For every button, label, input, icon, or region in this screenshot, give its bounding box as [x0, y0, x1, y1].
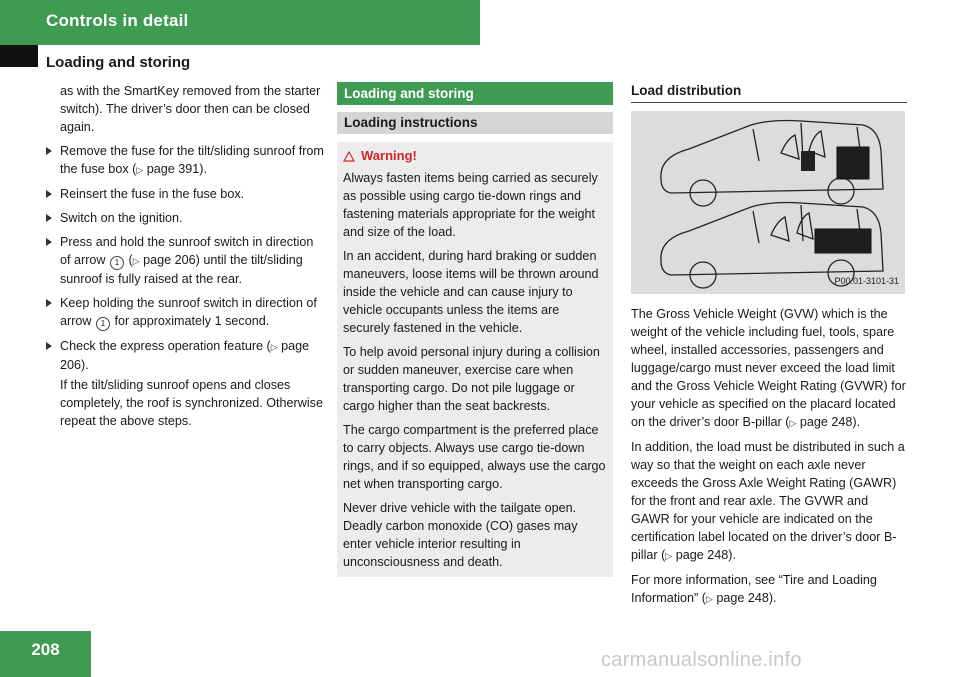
step-arrow-icon — [46, 190, 52, 198]
page-ref-triangle-icon: ▷ — [136, 165, 144, 175]
step-text: ). — [81, 358, 89, 372]
gawr-paragraph — [631, 438, 907, 565]
paragraph-text: The Gross Vehicle Weight (GVW) which is the weight of the vehicle including fuel, tools, spare wheel, installed accessories, passengers and luggage/cargo must never exceed the load limit and the Gross Vehicle Weight Rating (GVWR) for your vehicle as specified on the placard located on the driver’s door B-pillar ( — [631, 307, 906, 429]
step-arrow-icon — [46, 147, 52, 155]
step-text: Check the express operation feature ( — [60, 339, 271, 353]
page-number-box — [0, 631, 91, 677]
intro-text: as with the SmartKey removed from the starter switch). The driver’s door then can be closed again. — [60, 84, 321, 134]
page-ref-triangle-icon: ▷ — [789, 418, 797, 428]
page-ref-triangle-icon: ▷ — [705, 594, 713, 604]
paragraph-text: ). — [768, 591, 777, 605]
right-column — [631, 82, 907, 614]
load-distribution-heading: Load distribution — [631, 82, 907, 103]
step-keep-holding — [46, 294, 324, 331]
step-text: ( — [125, 253, 133, 267]
more-info-paragraph — [631, 571, 907, 608]
step-arrow-icon — [46, 238, 52, 246]
step-check-express — [46, 337, 324, 374]
header-bar — [0, 0, 480, 45]
page-ref-triangle-icon: ▷ — [132, 256, 140, 266]
warning-paragraph: The cargo compartment is the preferred place to carry objects. Always use cargo tie-down rings, and if so equipped, always use the cargo net when transporting cargo. — [343, 423, 606, 491]
step-text: Remove the fuse for the tilt/sliding sunroof from the fuse box ( — [60, 144, 324, 176]
step-text: Switch on the ignition. — [60, 211, 183, 225]
paragraph-text: In addition, the load must be distributed in such a way so that the weight on each axle never exceeds the Gross Axle Weight Rating (GAWR) for the front and rear axle. The GVWR and GAWR for your vehicle are indicated on the certification label located on the driver’s door B-pillar ( — [631, 440, 905, 562]
step-text: Keep holding the sunroof switch in direction of arrow — [60, 296, 317, 328]
paragraph-text: For more information, see “Tire and Loading Information” ( — [631, 573, 877, 605]
load-distribution-figure — [631, 111, 905, 294]
step-text: Press and hold the sunroof switch in direction of arrow — [60, 235, 314, 267]
callout-number-icon: 1 — [110, 256, 124, 270]
warning-label: Warning! — [361, 148, 417, 163]
step-text: for approximately 1 second. — [111, 314, 270, 328]
gvw-paragraph — [631, 305, 907, 432]
warning-paragraph: Never drive vehicle with the tailgate open. Deadly carbon monoxide (CO) gases may enter vehicle interior resulting in unconsciousness and death. — [343, 501, 578, 569]
page-ref-triangle-icon: ▷ — [665, 551, 673, 561]
warning-triangle-icon — [343, 151, 355, 162]
vehicle-load-illustration — [631, 111, 905, 294]
warning-paragraph: To help avoid personal injury during a collision or sudden maneuver, exercise care when transporting cargo. Do not pile luggage or cargo higher than the seat backrests. — [343, 345, 600, 413]
step-ignition — [46, 209, 324, 227]
figure-code: P00.01-3101-31 — [834, 276, 899, 286]
warning-header — [343, 147, 607, 165]
step-arrow-icon — [46, 214, 52, 222]
page-ref-link[interactable]: page 391 — [146, 162, 200, 176]
step-press-hold — [46, 233, 324, 288]
page-ref-link[interactable]: page 206 — [60, 339, 310, 372]
page-subtitle: Loading and storing — [46, 54, 191, 71]
step-arrow-icon — [46, 299, 52, 307]
section-title: Controls in detail — [46, 11, 189, 30]
left-column — [46, 82, 324, 436]
warning-paragraph: Always fasten items being carried as securely as possible using cargo tie-down rings and fastening materials appropriate for the weight and size of the load. — [343, 171, 598, 239]
step-arrow-icon — [46, 342, 52, 350]
step-reinsert-fuse — [46, 185, 324, 203]
closing-text: If the tilt/sliding sunroof opens and closes completely, the roof is synchronized. Otherwise repeat the above steps. — [60, 378, 323, 428]
header-tab — [0, 45, 38, 67]
section-heading: Loading and storing — [337, 82, 613, 105]
page-ref-link[interactable]: page 248 — [799, 415, 853, 429]
page-ref-triangle-icon: ▷ — [270, 342, 278, 352]
step-text: Reinsert the fuse in the fuse box. — [60, 187, 245, 201]
page-ref-link[interactable]: page 248 — [675, 548, 729, 562]
middle-column — [337, 82, 613, 577]
page-ref-link[interactable]: page 248 — [716, 591, 769, 605]
step-text: ). — [199, 162, 207, 176]
paragraph-text: ). — [852, 415, 861, 429]
callout-number-icon: 1 — [96, 317, 110, 331]
page-ref-link[interactable]: page 206 — [143, 253, 196, 267]
step-remove-fuse — [46, 142, 324, 179]
warning-paragraph: In an accident, during hard braking or sudden maneuvers, loose items will be thrown around inside the vehicle and can cause injury to vehicle occupants unless the items are securely fastened in the vehicle. — [343, 249, 599, 335]
paragraph-text: ). — [728, 548, 736, 562]
step-text: ) until the tilt/sliding sunroof is fully raised at the rear. — [60, 253, 303, 286]
subsection-heading: Loading instructions — [337, 112, 613, 134]
watermark-text: carmanualsonline.info — [601, 649, 802, 671]
warning-box — [337, 142, 613, 577]
page-number: 208 — [31, 640, 60, 659]
